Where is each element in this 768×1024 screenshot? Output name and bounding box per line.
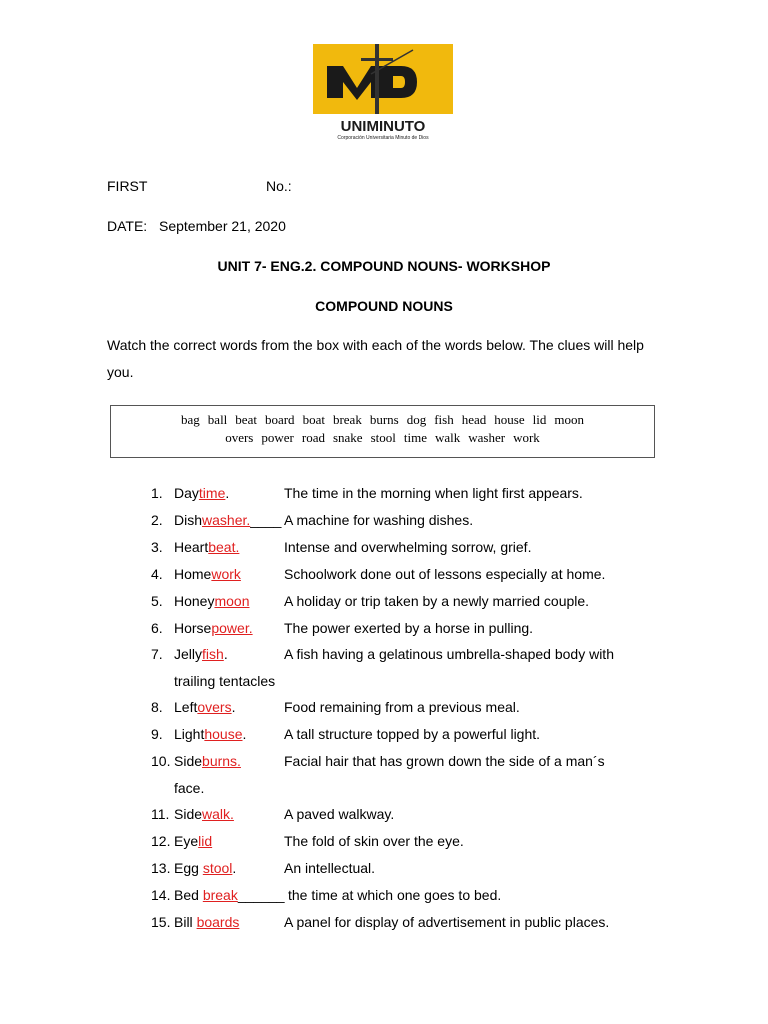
- base-word: Horse: [174, 620, 212, 636]
- definition: A paved walkway.: [284, 806, 395, 822]
- item-number: 4.: [151, 566, 163, 582]
- compound-word: [174, 806, 234, 822]
- definition: A panel for display of advertisement in public places.: [284, 914, 610, 930]
- first-label: FIRST: [107, 178, 148, 194]
- base-word: Bed: [174, 887, 203, 903]
- item-number: 1.: [151, 485, 163, 501]
- answer-word: overs: [197, 699, 232, 715]
- logo-name: UNIMINUTO: [340, 118, 426, 135]
- compound-word: [174, 914, 239, 930]
- word-box-word: overs: [225, 430, 254, 445]
- answer-word: power.: [211, 620, 253, 636]
- item-number: 6.: [151, 620, 163, 636]
- answer-suffix: ____: [250, 512, 282, 528]
- no-label: No.:: [266, 178, 292, 194]
- compound-word: [174, 860, 236, 876]
- compound-word: [174, 620, 253, 636]
- word-box-word: break: [332, 412, 362, 427]
- base-word: Honey: [174, 593, 215, 609]
- base-word: Dish: [174, 512, 203, 528]
- word-box-word: board: [264, 412, 295, 427]
- definition: A fish having a gelatinous umbrella-shaped body with: [284, 646, 614, 662]
- word-box: [110, 405, 655, 458]
- item-number: 11.: [151, 806, 170, 822]
- definition: Intense and overwhelming sorrow, grief.: [284, 539, 532, 555]
- base-word: Home: [174, 566, 212, 582]
- word-box-word: stool: [370, 430, 396, 445]
- definition-continuation: trailing tentacles: [174, 673, 276, 689]
- item-number: 7.: [151, 646, 163, 662]
- answer-word: break: [202, 887, 238, 903]
- word-box-word: boat: [302, 412, 325, 427]
- word-box-word: time: [403, 430, 427, 445]
- compound-word: [174, 646, 228, 662]
- definition: Schoolwork done out of lessons especially at home.: [284, 566, 606, 582]
- base-word: Eye: [174, 833, 199, 849]
- instructions: Watch the correct words from the box with each of the words below. The clues will help you.: [107, 337, 644, 380]
- definition: The fold of skin over the eye.: [284, 833, 464, 849]
- answer-word: fish: [202, 646, 224, 662]
- base-word: Jelly: [174, 646, 203, 662]
- compound-word: [174, 539, 239, 555]
- base-word: Heart: [174, 539, 209, 555]
- word-box-word: burns: [369, 412, 399, 427]
- word-box-word: power: [261, 430, 294, 445]
- definition-continuation: face.: [174, 780, 205, 796]
- item-number: 15.: [151, 914, 171, 930]
- answer-word: burns.: [202, 753, 241, 769]
- answer-word: house: [204, 726, 243, 742]
- definition: The time in the morning when light first appears.: [284, 485, 583, 501]
- word-box-word: lid: [532, 412, 547, 427]
- worksheet-subtitle: COMPOUND NOUNS: [315, 298, 453, 314]
- word-box-word: dog: [406, 412, 427, 427]
- answer-suffix: .: [225, 485, 230, 501]
- item-number: 10.: [151, 753, 171, 769]
- word-box-word: road: [301, 430, 325, 445]
- item-number: 9.: [151, 726, 163, 742]
- definition: A machine for washing dishes.: [284, 512, 474, 528]
- answer-word: time: [198, 485, 226, 501]
- worksheet-title: UNIT 7- ENG.2. COMPOUND NOUNS- WORKSHOP: [217, 258, 551, 274]
- answer-suffix: .: [231, 699, 236, 715]
- item-number: 5.: [151, 593, 163, 609]
- compound-word: [174, 753, 241, 769]
- word-box-word: beat: [235, 412, 257, 427]
- word-box-word: ball: [207, 412, 228, 427]
- item-number: 8.: [151, 699, 163, 715]
- answer-word: walk.: [202, 806, 234, 822]
- answer-suffix: .: [232, 860, 237, 876]
- base-word: Day: [174, 485, 199, 501]
- base-word: Light: [174, 726, 205, 742]
- compound-word: [174, 726, 246, 742]
- definition: An intellectual.: [284, 860, 376, 876]
- base-word: Left: [174, 699, 198, 715]
- compound-word: [174, 512, 281, 528]
- word-box-word: work: [513, 430, 540, 445]
- compound-word: [174, 699, 235, 715]
- answer-word: moon: [214, 593, 250, 609]
- definition: A holiday or trip taken by a newly married couple.: [284, 593, 590, 609]
- definition: the time at which one goes to bed.: [288, 887, 502, 903]
- answer-word: stool: [202, 860, 233, 876]
- definition: Facial hair that has grown down the side of a man´s: [284, 753, 605, 769]
- word-box-word: house: [494, 412, 525, 427]
- word-box-word: fish: [434, 412, 454, 427]
- word-box-word: walk: [434, 430, 461, 445]
- answer-word: lid: [198, 833, 213, 849]
- word-box-row-1: [111, 412, 654, 428]
- definition: A tall structure topped by a powerful light.: [284, 726, 541, 742]
- word-box-word: snake: [332, 430, 363, 445]
- answer-suffix: .: [242, 726, 247, 742]
- base-word: Egg: [174, 860, 203, 876]
- word-box-word: bag: [181, 412, 200, 427]
- base-word: Side: [174, 753, 203, 769]
- answer-suffix: ______: [237, 887, 285, 903]
- compound-word: [174, 593, 250, 609]
- definition: Food remaining from a previous meal.: [284, 699, 520, 715]
- compound-word: [174, 887, 285, 903]
- answer-word: washer.: [202, 512, 251, 528]
- base-word: Bill: [174, 914, 197, 930]
- word-box-word: head: [461, 412, 487, 427]
- answer-suffix: .: [223, 646, 228, 662]
- word-box-word: moon: [554, 412, 584, 427]
- item-number: 13.: [151, 860, 171, 876]
- item-number: 2.: [151, 512, 163, 528]
- word-box-row-2: [111, 430, 654, 446]
- compound-word: [174, 566, 241, 582]
- date-label: DATE:: [107, 218, 148, 234]
- definition: The power exerted by a horse in pulling.: [284, 620, 534, 636]
- base-word: Side: [174, 806, 203, 822]
- answer-word: boards: [196, 914, 240, 930]
- date-value: September 21, 2020: [159, 218, 286, 234]
- item-number: 14.: [151, 887, 171, 903]
- logo-tagline: Corporación Universitaria Minuto de Dios: [337, 135, 429, 141]
- answer-word: beat.: [208, 539, 240, 555]
- word-box-word: washer: [468, 430, 506, 445]
- compound-word: [174, 833, 212, 849]
- compound-word: [174, 485, 229, 501]
- answer-word: work: [211, 566, 241, 582]
- item-number: 12.: [151, 833, 171, 849]
- uniminuto-logo: [313, 44, 453, 142]
- item-number: 3.: [151, 539, 163, 555]
